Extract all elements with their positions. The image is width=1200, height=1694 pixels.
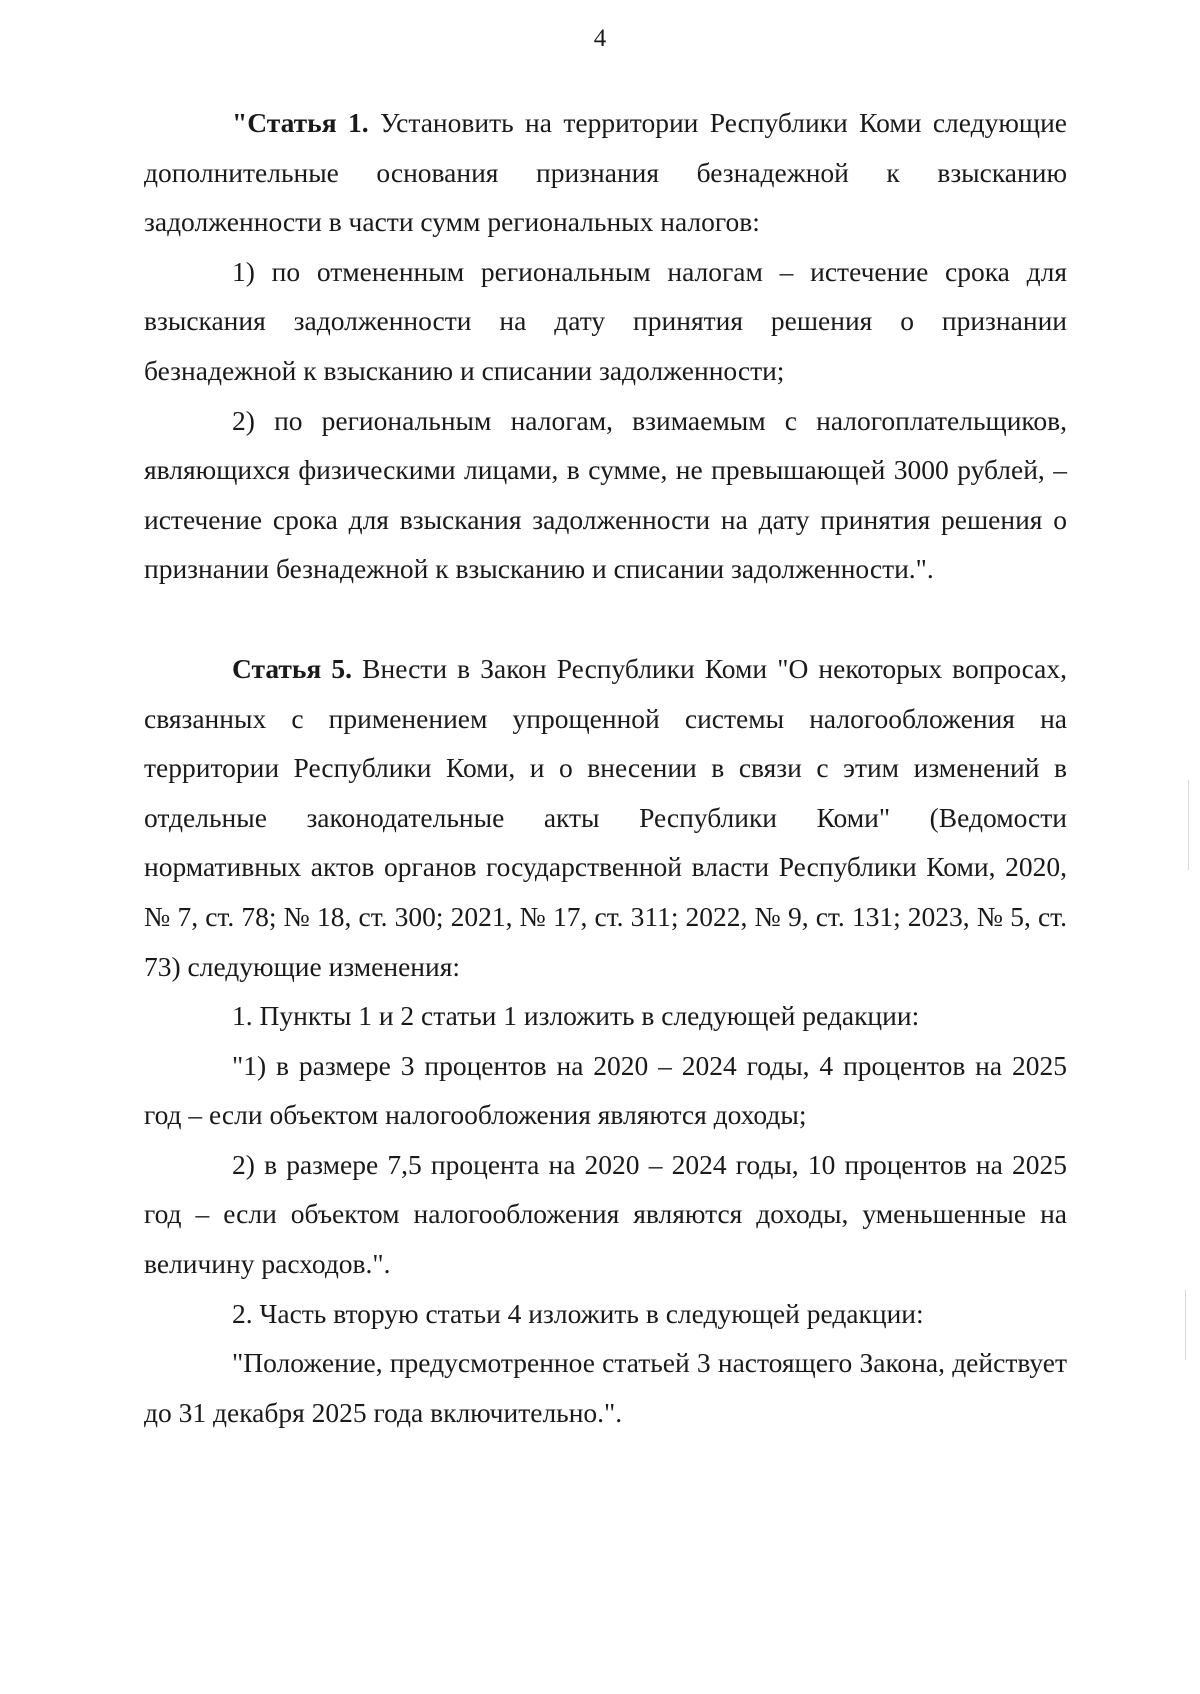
scan-edge-mark	[1185, 1290, 1186, 1360]
article-5-intro-paragraph	[144, 644, 1067, 991]
article-5-point-1-subitem-1: "1) в размере 3 процентов на 2020 – 2024 годы, 4 процентов на 2025 год – если объектом налогообложения являются доходы;	[144, 1049, 1067, 1131]
article-5-point-2-text: "Положение, предусмотренное статьей 3 настоящего Закона, действует до 31 декабря 2025 года включительно.".	[144, 1347, 1067, 1428]
scan-edge-mark	[1188, 780, 1189, 870]
article-1-intro-text: Установить на территории Республики Коми следующие дополнительные основания признания безнадежной к взысканию задолженности в части сумм региональных налогов:	[144, 107, 1067, 238]
article-1-item-1: 1) по отмененным региональным налогам – истечение срока для взыскания задолженности на дату принятия решения о признании безнадежной к взысканию и списании задолженности;	[144, 255, 1067, 386]
article-5-point-1-subitem-2: 2) в размере 7,5 процента на 2020 – 2024 годы, 10 процентов на 2025 год – если объектом налогообложения являются доходы, уменьшенные на величину расходов.".	[144, 1148, 1067, 1280]
article-5-heading: Статья 5.	[232, 652, 353, 684]
document-body	[144, 98, 1067, 1437]
article-1-item-2: 2) по региональным налогам, взимаемым с налогоплательщиков, являющихся физическими лицами, в сумме, не превышающей 3000 рублей, – истечение срока для взыскания задолженности на дату принятия решения о признании безнадежной к взысканию и списании задолженности.".	[144, 404, 1067, 585]
article-5-point-2: 2. Часть вторую статьи 4 изложить в следующей редакции:	[232, 1297, 924, 1329]
page-number: 4	[593, 25, 607, 52]
article-5-point-1: 1. Пункты 1 и 2 статьи 1 изложить в следующей редакции:	[232, 1000, 920, 1032]
article-1-intro-paragraph	[144, 98, 1067, 247]
article-1-heading: "Статья 1.	[232, 107, 369, 138]
article-5-intro-text: Внести в Закон Республики Коми "О некоторых вопросах, связанных с применением упрощенной системы налогообложения на территории Республики Коми, и о внесении в связи с этим изменений в отдельные законодательные акты Республики Коми" (Ведомости нормативных актов органов государственной власти Республики Коми, 2020, № 7, ст. 78; № 18, ст. 300; 2021, № 17, ст. 311; 2022, № 9, ст. 131; 2023, № 5, ст. 73) следующие изменения:	[144, 652, 1068, 982]
